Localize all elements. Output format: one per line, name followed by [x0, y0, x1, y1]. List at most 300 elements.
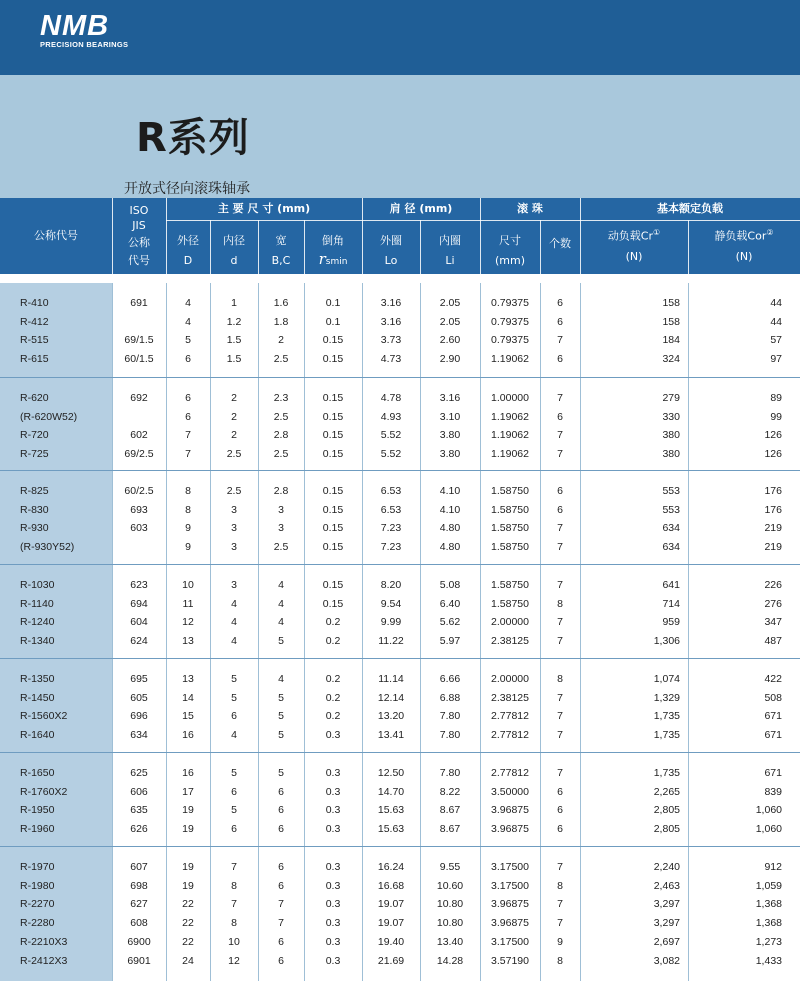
cell-ball-count: 7 [557, 616, 563, 629]
cell-iso: 605 [130, 691, 148, 704]
cell-outer-dia: 16 [182, 729, 194, 742]
cell-ball-size: 1.19062 [491, 448, 529, 461]
cell-chamfer: 0.3 [325, 785, 341, 798]
group-divider [0, 658, 800, 659]
header-shoulder: 肩 径 (mm) [389, 202, 453, 215]
cell-inner-dia: 5 [231, 673, 237, 685]
header-load: 基本额定负载 [657, 202, 723, 215]
cell-static-load: 219 [764, 541, 782, 554]
cell-code: R-2270 [20, 898, 55, 911]
cell-outer-dia: 17 [182, 785, 194, 798]
header-divider [112, 198, 113, 274]
cell-dynamic-load: 184 [662, 334, 680, 347]
cell-shoulder-inner: 6.40 [439, 597, 461, 610]
cell-shoulder-inner: 10.80 [436, 917, 464, 930]
cell-ball-count: 7 [557, 729, 563, 742]
cell-chamfer: 0.15 [322, 522, 344, 535]
group-divider [0, 564, 800, 565]
cell-iso: 69/1.5 [124, 334, 154, 347]
cell-inner-dia: 2 [231, 392, 237, 404]
cell-static-load: 422 [764, 673, 782, 685]
cell-width: 5 [278, 635, 284, 648]
cell-static-load: 1,433 [755, 954, 782, 967]
cell-width: 2.8 [273, 485, 289, 497]
cell-width: 3 [278, 522, 284, 535]
cell-width: 2.5 [273, 410, 289, 423]
group-divider [0, 846, 800, 847]
cell-iso: 696 [130, 710, 148, 723]
cell-dynamic-load: 1,735 [653, 767, 680, 779]
cell-inner-dia: 6 [231, 710, 237, 723]
cell-code: R-1650 [20, 767, 55, 779]
cell-inner-dia: 1 [231, 297, 237, 309]
cell-code: R-1980 [20, 879, 55, 892]
cell-width: 3 [278, 503, 284, 516]
cell-shoulder-outer: 3.16 [380, 297, 402, 309]
cell-ball-count: 7 [557, 917, 563, 930]
cell-shoulder-outer: 12.50 [377, 767, 405, 779]
cell-inner-dia: 4 [231, 729, 237, 742]
cell-code: R-1450 [20, 691, 55, 704]
cell-ball-size: 1.58750 [491, 522, 529, 535]
cell-iso: 634 [130, 729, 148, 742]
cell-width: 6 [278, 804, 284, 817]
cell-ball-count: 7 [557, 522, 563, 535]
cell-code: R-720 [20, 429, 49, 442]
cell-iso: 606 [130, 785, 148, 798]
cell-outer-dia: 9 [185, 541, 191, 554]
cell-outer-dia: 13 [182, 635, 194, 648]
header-divider [688, 220, 689, 274]
header-ball-size: 尺寸 [499, 234, 521, 247]
cell-width: 1.6 [273, 297, 289, 309]
cell-outer-dia: 11 [182, 597, 194, 610]
cell-chamfer: 0.1 [325, 297, 341, 309]
header-ball-count: 个数 [549, 237, 571, 250]
header-balls: 滚 珠 [517, 202, 543, 215]
cell-shoulder-outer: 12.14 [377, 691, 405, 704]
cell-shoulder-inner: 8.67 [439, 804, 461, 817]
cell-ball-size: 2.00000 [491, 673, 529, 685]
cell-dynamic-load: 1,735 [653, 710, 680, 723]
cell-code: R-412 [20, 315, 49, 328]
cell-dynamic-load: 2,697 [653, 935, 680, 948]
cell-static-load: 1,273 [755, 935, 782, 948]
cell-chamfer: 0.15 [322, 503, 344, 516]
cell-ball-count: 7 [557, 334, 563, 347]
cell-code: R-825 [20, 485, 49, 497]
cell-dynamic-load: 714 [662, 597, 680, 610]
header-shoulder-outer: 外圈 [380, 234, 402, 247]
cell-chamfer: 0.3 [325, 898, 341, 911]
cell-width: 2.5 [273, 541, 289, 554]
cell-chamfer: 0.3 [325, 954, 341, 967]
cell-code: (R-930Y52) [20, 541, 75, 554]
cell-width: 4 [278, 579, 284, 591]
cell-shoulder-inner: 7.80 [439, 710, 461, 723]
cell-shoulder-outer: 15.63 [377, 804, 405, 817]
cell-ball-count: 8 [557, 673, 563, 685]
header-code: 公称代号 [34, 229, 78, 242]
cell-inner-dia: 4 [231, 597, 237, 610]
cell-static-load: 671 [764, 767, 782, 779]
cell-shoulder-inner: 8.67 [439, 823, 461, 836]
cell-ball-count: 6 [557, 804, 563, 817]
header-static [688, 226, 800, 244]
cell-code: R-1760X2 [20, 785, 68, 798]
cell-width: 5 [278, 767, 284, 779]
cell-code: R-1340 [20, 635, 55, 648]
cell-ball-count: 7 [557, 710, 563, 723]
cell-ball-count: 7 [557, 541, 563, 554]
group-divider [0, 377, 800, 378]
cell-inner-dia: 3 [231, 503, 237, 516]
cell-ball-size: 2.38125 [491, 691, 529, 704]
cell-outer-dia: 24 [182, 954, 194, 967]
cell-chamfer: 0.2 [325, 691, 341, 704]
cell-iso: 693 [130, 503, 148, 516]
cell-iso: 627 [130, 898, 148, 911]
cell-shoulder-outer: 16.68 [377, 879, 405, 892]
cell-width: 6 [278, 861, 284, 873]
cell-inner-dia: 3 [231, 522, 237, 535]
cell-dynamic-load: 2,240 [653, 861, 680, 873]
header-jis: JIS [132, 219, 146, 232]
cell-code: R-830 [20, 503, 49, 516]
header-dynamic [580, 226, 688, 244]
cell-shoulder-inner: 4.80 [439, 541, 461, 554]
cell-code: R-725 [20, 448, 49, 461]
cell-inner-dia: 6 [231, 823, 237, 836]
cell-width: 1.8 [273, 315, 289, 328]
cell-shoulder-inner: 2.60 [439, 334, 461, 347]
cell-ball-count: 6 [557, 823, 563, 836]
cell-dynamic-load: 3,082 [653, 954, 680, 967]
cell-outer-dia: 19 [182, 804, 194, 817]
cell-ball-size: 3.96875 [491, 804, 529, 817]
cell-static-load: 97 [770, 353, 782, 366]
cell-inner-dia: 2.5 [226, 485, 242, 497]
cell-chamfer: 0.15 [322, 334, 344, 347]
cell-static-load: 1,368 [755, 898, 782, 911]
cell-shoulder-outer: 4.93 [380, 410, 402, 423]
cell-inner-dia: 5 [231, 691, 237, 704]
nmb-logo [40, 12, 128, 49]
cell-shoulder-outer: 3.16 [380, 315, 402, 328]
cell-outer-dia: 8 [185, 503, 191, 516]
cell-shoulder-inner: 10.80 [436, 898, 464, 911]
cell-code: R-515 [20, 334, 49, 347]
cell-ball-size: 3.17500 [491, 861, 529, 873]
cell-shoulder-inner: 14.28 [436, 954, 464, 967]
header-divider [304, 220, 305, 274]
cell-shoulder-inner: 5.62 [439, 616, 461, 629]
header-inner-dia-sym: d [230, 254, 238, 267]
cell-shoulder-outer: 7.23 [380, 522, 402, 535]
cell-shoulder-inner: 4.10 [439, 503, 461, 516]
cell-width: 5 [278, 691, 284, 704]
cell-ball-count: 7 [557, 861, 563, 873]
cell-inner-dia: 5 [231, 804, 237, 817]
top-bar [0, 0, 800, 75]
cell-static-load: 99 [770, 410, 782, 423]
cell-outer-dia: 19 [182, 861, 194, 873]
cell-inner-dia: 2 [231, 410, 237, 423]
cell-iso: 69/2.5 [124, 448, 154, 461]
cell-shoulder-outer: 11.14 [378, 673, 404, 685]
cell-outer-dia: 14 [182, 691, 194, 704]
cell-outer-dia: 4 [185, 315, 191, 328]
cell-chamfer: 0.3 [325, 823, 341, 836]
cell-iso [112, 313, 166, 332]
cell-outer-dia: 16 [182, 767, 194, 779]
cell-chamfer: 0.15 [322, 485, 344, 497]
header-iso: ISO [129, 204, 149, 217]
cell-dynamic-load: 1,306 [653, 635, 680, 648]
header-ball-size-unit: (mm) [494, 254, 525, 267]
cell-code: R-410 [20, 297, 49, 309]
cell-static-load: 912 [764, 861, 782, 873]
header-static-label: 静负载Cor [714, 229, 767, 243]
header-dynamic-unit: (N) [625, 250, 643, 263]
cell-width: 7 [278, 898, 284, 911]
header-shoulder-inner-sym: Li [445, 254, 455, 267]
cell-ball-size: 0.79375 [491, 334, 529, 347]
cell-chamfer: 0.2 [325, 673, 341, 685]
cell-shoulder-inner: 10.60 [436, 879, 464, 892]
header-outer-dia: 外径 [177, 234, 199, 247]
cell-dynamic-load: 553 [662, 485, 680, 497]
cell-shoulder-inner: 2.05 [439, 315, 461, 328]
cell-code: R-1240 [20, 616, 55, 629]
header-divider [540, 220, 541, 274]
cell-iso: 60/2.5 [124, 485, 154, 497]
cell-outer-dia: 6 [185, 353, 191, 366]
table-header [0, 198, 800, 274]
cell-iso: 603 [130, 522, 148, 535]
cell-code: R-1030 [20, 579, 55, 591]
group-divider [0, 752, 800, 753]
header-divider [420, 220, 421, 274]
cell-width: 4 [278, 673, 284, 685]
cell-dynamic-load: 2,463 [653, 879, 680, 892]
cell-chamfer: 0.3 [325, 767, 341, 779]
cell-outer-dia: 19 [182, 823, 194, 836]
cell-inner-dia: 7 [231, 861, 237, 873]
cell-iso [112, 408, 166, 427]
cell-outer-dia: 12 [182, 616, 194, 629]
header-divider [210, 220, 211, 274]
cell-shoulder-outer: 13.41 [377, 729, 405, 742]
cell-static-load: 89 [770, 392, 782, 404]
cell-outer-dia: 8 [185, 485, 191, 497]
cell-width: 4 [278, 597, 284, 610]
cell-iso: 6901 [127, 954, 151, 967]
cell-static-load: 671 [764, 729, 782, 742]
cell-iso: 623 [130, 579, 148, 591]
header-outer-dia-sym: D [183, 254, 193, 267]
cell-code: R-2210X3 [20, 935, 68, 948]
cell-static-load: 1,368 [755, 917, 782, 930]
cell-iso: 604 [130, 616, 148, 629]
cell-inner-dia: 2.5 [226, 448, 242, 461]
cell-static-load: 347 [764, 616, 782, 629]
cell-ball-size: 1.19062 [491, 353, 529, 366]
cell-ball-count: 6 [557, 410, 563, 423]
cell-static-load: 176 [764, 485, 782, 497]
cell-shoulder-outer: 8.20 [380, 579, 402, 591]
cell-dynamic-load: 158 [662, 315, 680, 328]
cell-ball-size: 2.77812 [491, 710, 529, 723]
cell-code: R-1960 [20, 823, 55, 836]
cell-code: R-1140 [20, 597, 54, 610]
cell-inner-dia: 7 [231, 898, 237, 911]
cell-dynamic-load: 3,297 [653, 898, 680, 911]
cell-chamfer: 0.2 [325, 635, 341, 648]
cell-ball-count: 6 [557, 785, 563, 798]
cell-shoulder-outer: 9.99 [380, 616, 402, 629]
cell-width: 6 [278, 879, 284, 892]
cell-dynamic-load: 634 [662, 541, 680, 554]
cell-outer-dia: 10 [182, 579, 194, 591]
cell-static-load: 44 [770, 297, 782, 309]
header-designation: 代号 [128, 254, 150, 267]
cell-ball-size: 3.50000 [491, 785, 529, 798]
cell-static-load: 508 [764, 691, 782, 704]
cell-dynamic-load: 553 [662, 503, 680, 516]
cell-ball-size: 2.38125 [491, 635, 529, 648]
cell-static-load: 126 [764, 429, 782, 442]
cell-inner-dia: 8 [231, 917, 237, 930]
cell-chamfer: 0.3 [325, 861, 341, 873]
header-width-sym: B,C [271, 254, 291, 267]
cell-ball-size: 0.79375 [491, 297, 529, 309]
header-divider [258, 220, 259, 274]
cell-shoulder-outer: 4.78 [380, 392, 402, 404]
cell-code: (R-620W52) [20, 410, 78, 423]
cell-ball-size: 3.57190 [491, 954, 529, 967]
cell-dynamic-load: 641 [662, 579, 680, 591]
cell-shoulder-inner: 3.80 [439, 448, 461, 461]
cell-shoulder-outer: 19.07 [377, 917, 405, 930]
cell-iso: 608 [130, 917, 148, 930]
cell-inner-dia: 12 [228, 954, 240, 967]
header-dynamic-label: 动负载Cr [607, 229, 654, 243]
cell-width: 6 [278, 954, 284, 967]
cell-ball-size: 0.79375 [491, 315, 529, 328]
cell-shoulder-inner: 3.16 [439, 392, 461, 404]
cell-shoulder-outer: 19.40 [377, 935, 405, 948]
cell-shoulder-inner: 6.66 [439, 673, 461, 685]
cell-inner-dia: 8 [231, 879, 237, 892]
cell-chamfer: 0.15 [322, 579, 344, 591]
cell-ball-count: 7 [557, 448, 563, 461]
cell-static-load: 57 [770, 334, 782, 347]
cell-dynamic-load: 1,735 [653, 729, 680, 742]
cell-ball-size: 2.77812 [491, 729, 529, 742]
cell-iso: 695 [130, 673, 148, 685]
cell-chamfer: 0.3 [325, 729, 341, 742]
logo-tagline: PRECISION BEARINGS [40, 40, 129, 49]
cell-ball-count: 8 [557, 597, 563, 610]
header-chamfer: 倒角 [322, 234, 344, 247]
cell-inner-dia: 2 [231, 429, 237, 442]
cell-outer-dia: 7 [185, 448, 191, 461]
cell-outer-dia: 15 [182, 710, 194, 723]
header-inner-dia: 内径 [223, 234, 245, 247]
cell-static-load: 276 [764, 597, 782, 610]
cell-shoulder-outer: 5.52 [380, 448, 402, 461]
cell-static-load: 226 [764, 579, 782, 591]
cell-chamfer: 0.2 [325, 616, 341, 629]
cell-inner-dia: 1.5 [226, 353, 242, 366]
cell-outer-dia: 5 [185, 334, 191, 347]
header-dynamic-sup: ① [653, 228, 661, 237]
cell-dynamic-load: 959 [662, 616, 680, 629]
header-divider [362, 198, 363, 274]
cell-shoulder-inner: 2.05 [439, 297, 461, 309]
cell-chamfer: 0.3 [325, 935, 341, 948]
cell-shoulder-inner: 7.80 [439, 767, 461, 779]
cell-ball-count: 8 [557, 954, 563, 967]
header-divider [480, 198, 481, 274]
header-static-sup: ② [766, 228, 774, 237]
cell-iso: 691 [130, 297, 148, 309]
cell-chamfer: 0.3 [325, 917, 341, 930]
cell-code: R-930 [20, 522, 49, 535]
cell-shoulder-outer: 9.54 [380, 597, 402, 610]
cell-ball-count: 6 [557, 485, 563, 497]
cell-dynamic-load: 1,329 [653, 691, 680, 704]
cell-outer-dia: 22 [182, 935, 194, 948]
cell-inner-dia: 6 [231, 785, 237, 798]
cell-width: 7 [278, 917, 284, 930]
cell-dynamic-load: 634 [662, 522, 680, 535]
cell-dynamic-load: 330 [662, 410, 680, 423]
header-divider [166, 220, 800, 221]
header-gap [0, 274, 800, 283]
cell-chamfer: 0.1 [325, 315, 341, 328]
cell-code: R-1560X2 [20, 710, 68, 723]
cell-iso: 698 [130, 879, 148, 892]
cell-ball-count: 6 [557, 503, 563, 516]
cell-ball-count: 7 [557, 691, 563, 704]
cell-dynamic-load: 3,297 [653, 917, 680, 930]
group-divider [0, 470, 800, 471]
cell-chamfer: 0.2 [325, 710, 341, 723]
chamfer-symbol: r [318, 250, 326, 268]
cell-outer-dia: 22 [182, 917, 194, 930]
cell-outer-dia: 22 [182, 898, 194, 911]
cell-width: 6 [278, 823, 284, 836]
header-shoulder-inner: 内圈 [439, 234, 461, 247]
cell-static-load: 44 [770, 315, 782, 328]
cell-iso: 694 [130, 597, 148, 610]
cell-shoulder-outer: 6.53 [380, 503, 402, 516]
cell-static-load: 671 [764, 710, 782, 723]
cell-code: R-620 [20, 392, 49, 404]
cell-width: 6 [278, 785, 284, 798]
title-band [0, 75, 800, 198]
cell-static-load: 176 [764, 503, 782, 516]
cell-ball-count: 9 [557, 935, 563, 948]
cell-ball-size: 1.58750 [491, 597, 529, 610]
cell-ball-size: 2.00000 [491, 616, 529, 629]
cell-chamfer: 0.3 [325, 804, 341, 817]
cell-inner-dia: 1.2 [226, 315, 242, 328]
cell-shoulder-inner: 4.80 [439, 522, 461, 535]
cell-static-load: 1,060 [755, 804, 782, 817]
